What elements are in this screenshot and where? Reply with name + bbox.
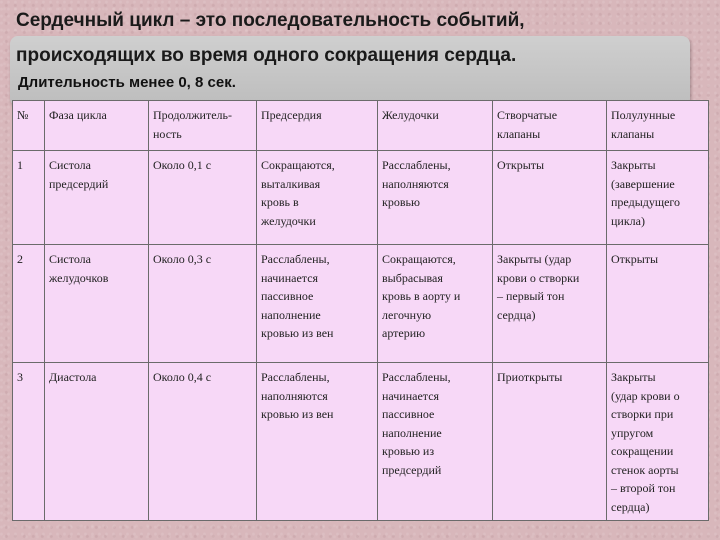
table-row [13, 245, 709, 363]
header-cell: Продолжитель- ность [149, 101, 257, 151]
table-cell: Приоткрыты [493, 363, 607, 521]
table-cell: Расслаблены, начинается пассивное наполнение кровью из вен [257, 245, 378, 363]
table-cell: 1 [13, 151, 45, 245]
table-cell: Диастола [45, 363, 149, 521]
table-cell: Открыты [607, 245, 709, 363]
table-cell: Закрыты (удар крови о створки при упругом сокращении стенок аорты – второй тон сердца) [607, 363, 709, 521]
table-header-row [13, 101, 709, 151]
table-cell: Около 0,4 с [149, 363, 257, 521]
table-cell: Закрыты (завершение предыдущего цикла) [607, 151, 709, 245]
header-cell: Створчатые клапаны [493, 101, 607, 151]
header-cell: № [13, 101, 45, 151]
table-row [13, 363, 709, 521]
duration-subtitle: Длительность менее 0, 8 сек. [18, 74, 236, 91]
table-cell: Расслаблены, наполняются кровью из вен [257, 363, 378, 521]
table-cell: Систола предсердий [45, 151, 149, 245]
cardiac-cycle-table [12, 100, 709, 521]
header-cell: Полулунные клапаны [607, 101, 709, 151]
title-line-2: происходящих во время одного сокращения сердца. [16, 45, 517, 67]
table-cell: Закрыты (удар крови о створки – первый тон сердца) [493, 245, 607, 363]
header-cell: Предсердия [257, 101, 378, 151]
table-cell: Около 0,3 с [149, 245, 257, 363]
table-cell: 2 [13, 245, 45, 363]
header-cell: Фаза цикла [45, 101, 149, 151]
table-cell: Расслаблены, начинается пассивное наполнение кровью из предсердий [378, 363, 493, 521]
table-cell: Расслаблены, наполняются кровью [378, 151, 493, 245]
table-cell: Сокращаются, выталкивая кровь в желудочки [257, 151, 378, 245]
table-cell: Около 0,1 с [149, 151, 257, 245]
header-cell: Желудочки [378, 101, 493, 151]
title-line-1: Сердечный цикл – это последовательность событий, [16, 10, 525, 31]
table-cell: Сокращаются, выбрасывая кровь в аорту и легочную артерию [378, 245, 493, 363]
table-cell: Открыты [493, 151, 607, 245]
page-title [16, 6, 710, 71]
table-row [13, 151, 709, 245]
table-cell: Систола желудочков [45, 245, 149, 363]
table-cell: 3 [13, 363, 45, 521]
